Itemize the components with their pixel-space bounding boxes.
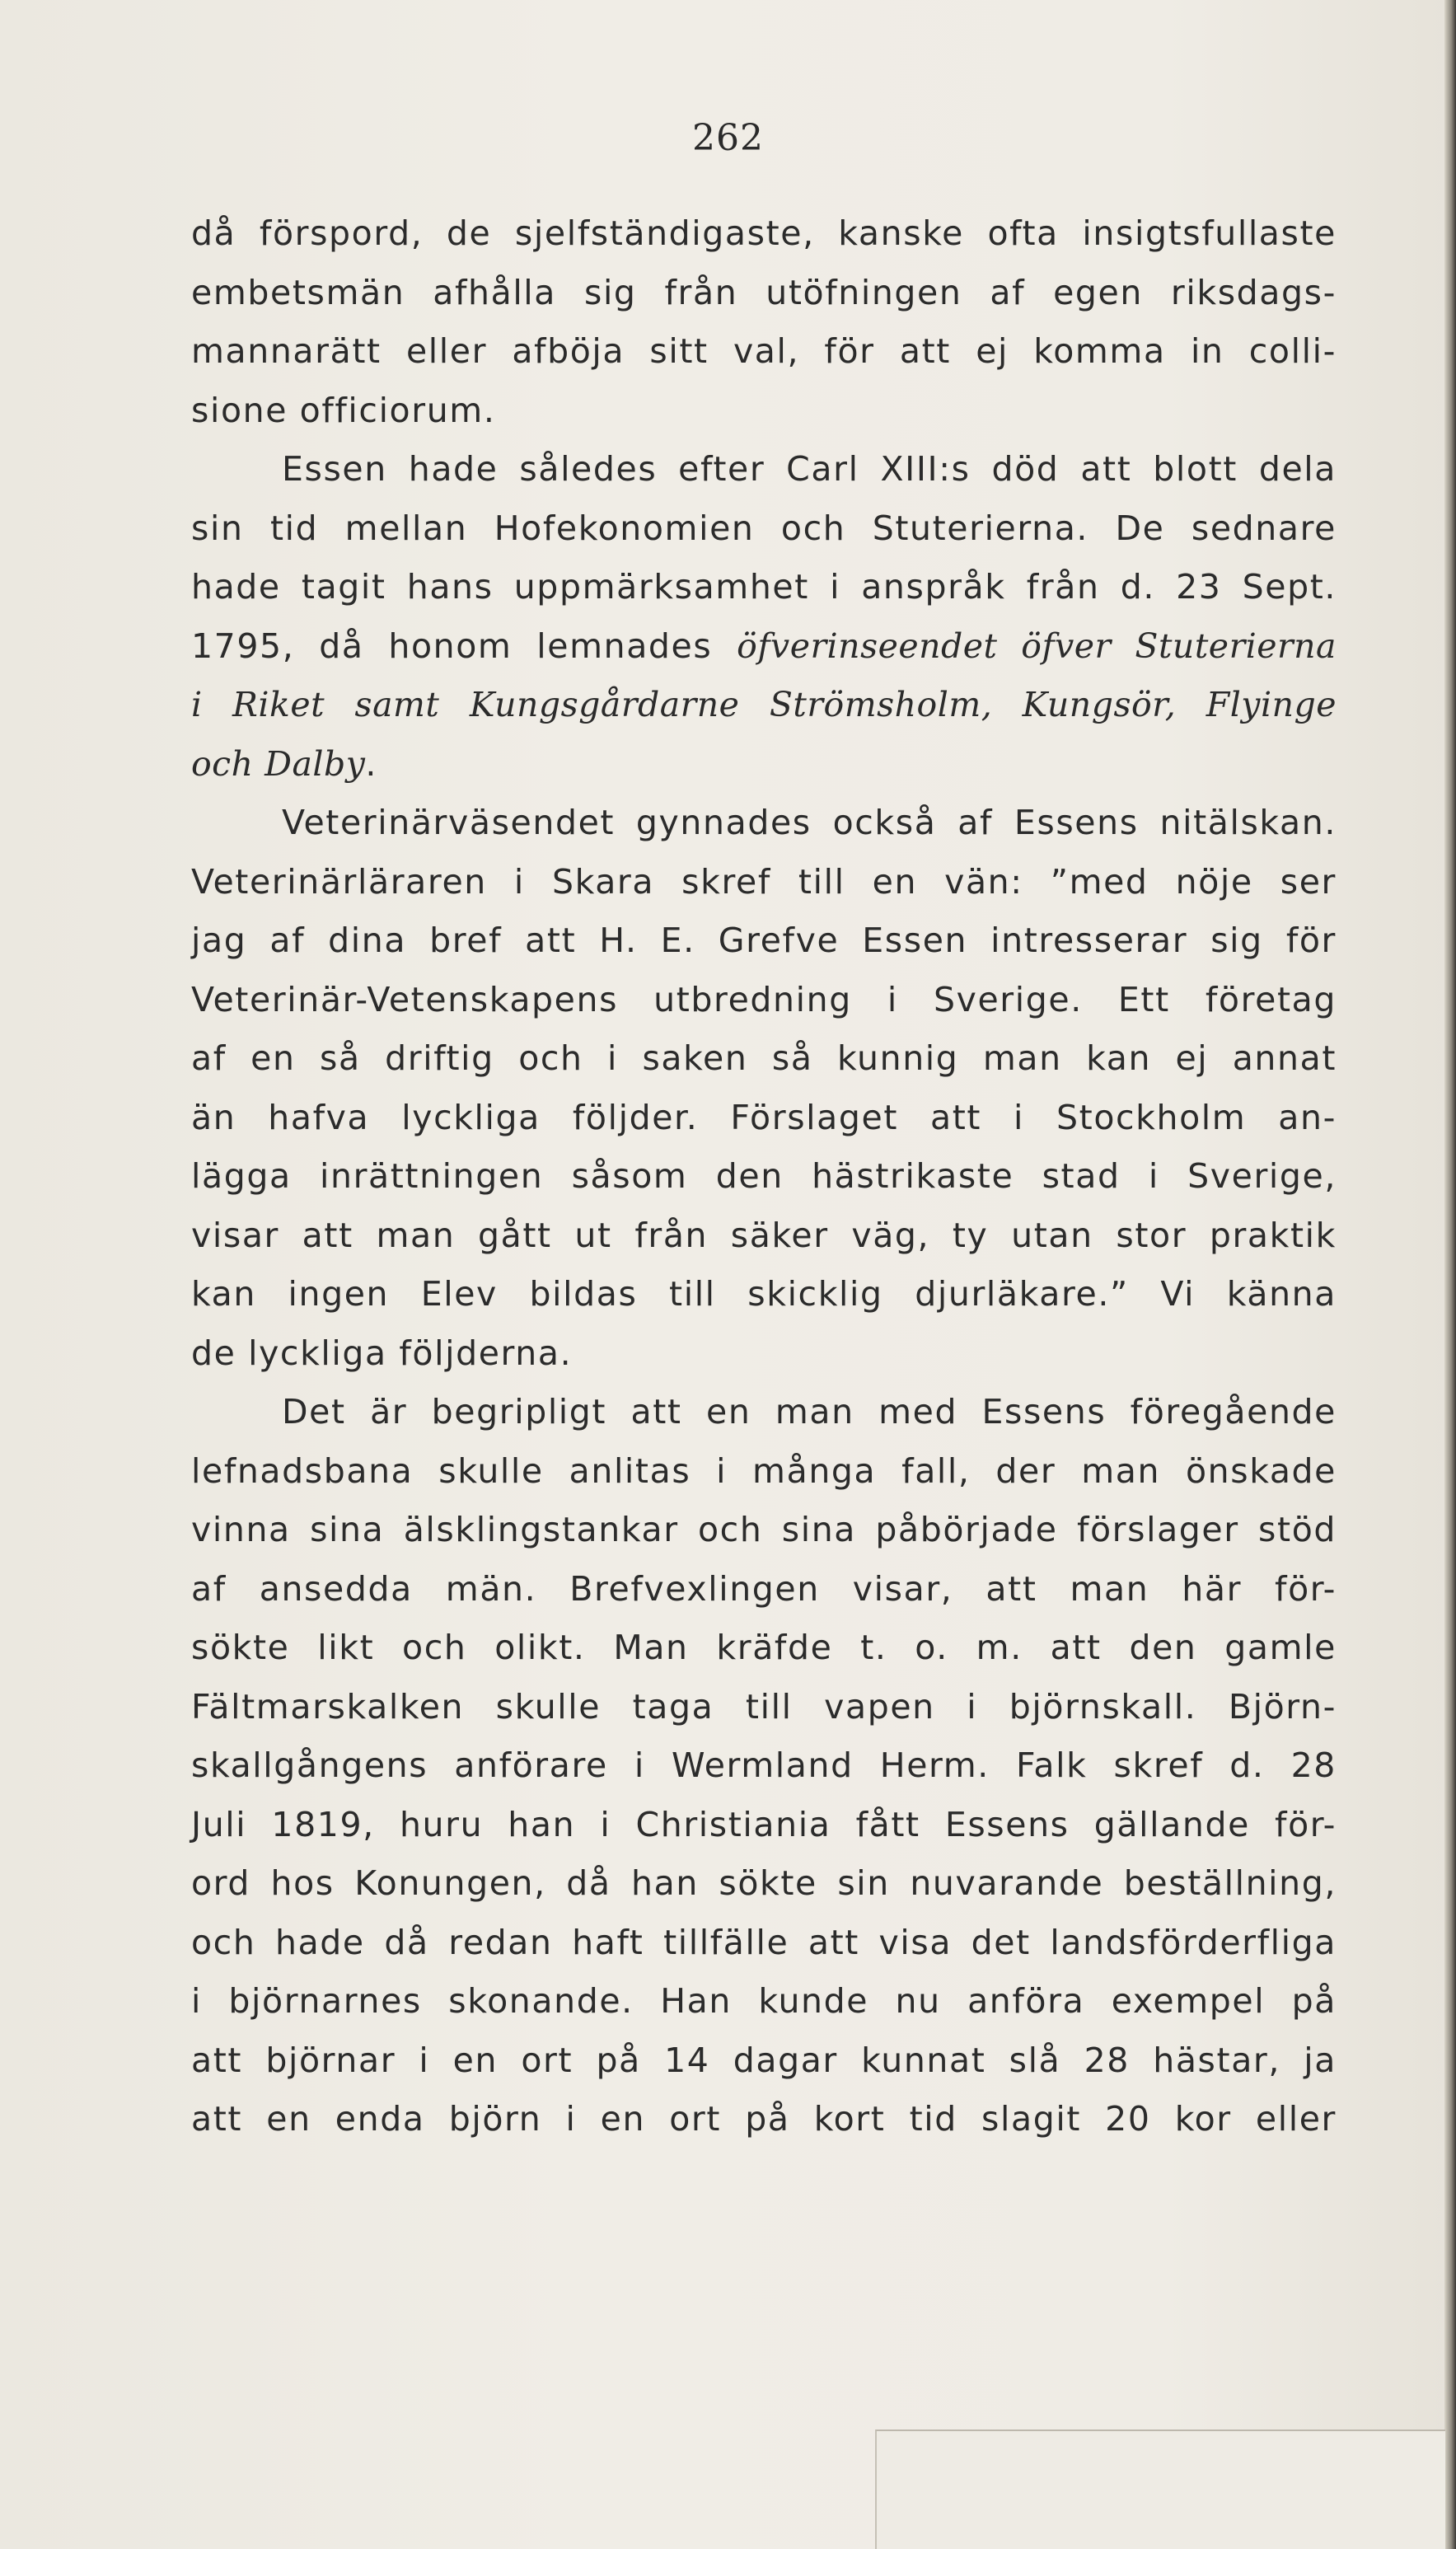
- text-line: sökte likt och olikt. Man kräfde t. o. m. att den gamle: [191, 1628, 1337, 1667]
- text-line: vinna sina älsklingstankar och sina påbörjade förslager stöd: [191, 1510, 1337, 1549]
- text-line: af en så driftig och i saken så kunnig man kan ej annat: [191, 1038, 1337, 1078]
- text-line: [191, 735, 1337, 794]
- paper-corner-mark: [875, 2430, 1445, 2549]
- text-line: [191, 617, 1337, 677]
- text-line: Essen hade således efter Carl XIII:s död att blott dela: [282, 449, 1337, 489]
- italic-segment: och Dalby: [191, 743, 366, 784]
- text-line: sin tid mellan Hofekonomien och Stuterierna. De sednare: [191, 508, 1337, 548]
- italic-segment: i Riket samt Kungsgårdarne Strömsholm, Kungsör, Flyinge: [191, 685, 1337, 724]
- text-line: att björnar i en ort på 14 dagar kunnat slå 28 hästar, ja: [191, 2040, 1337, 2080]
- text-line: kan ingen Elev bildas till skicklig djurläkare.” Vi känna: [191, 1274, 1337, 1314]
- text-line: hade tagit hans uppmärksamhet i anspråk från d. 23 Sept.: [191, 567, 1337, 607]
- text-line: Det är begripligt att en man med Essens föregående: [282, 1392, 1337, 1431]
- text-line: jag af dina bref att H. E. Grefve Essen intresserar sig för: [191, 921, 1337, 960]
- page-edge-shadow: [1444, 0, 1456, 2549]
- text-line: då förspord, de sjelfständigaste, kanske ofta insigtsfullaste: [191, 213, 1337, 253]
- italic-segment: öfverinseendet öfver Stuterierna: [737, 626, 1337, 666]
- text-line: än hafva lyckliga följder. Förslaget att i Stockholm an-: [191, 1097, 1337, 1137]
- text-line: Veterinär-Vetenskapens utbredning i Sverige. Ett företag: [191, 979, 1337, 1019]
- text-segment: .: [365, 743, 378, 784]
- body-text: [191, 204, 1337, 2149]
- text-segment: 1795, då honom lemnades: [191, 626, 737, 666]
- text-line: skallgångens anförare i Wermland Herm. Falk skref d. 28: [191, 1745, 1337, 1785]
- text-line: Veterinärväsendet gynnades också af Essens nitälskan.: [282, 803, 1337, 842]
- text-line: Juli 1819, huru han i Christiania fått Essens gällande för-: [191, 1804, 1337, 1844]
- text-line: visar att man gått ut från säker väg, ty utan stor praktik: [191, 1215, 1337, 1255]
- text-line: mannarätt eller afböja sitt val, för att ej komma in colli-: [191, 331, 1337, 371]
- page-number: 262: [692, 117, 764, 159]
- text-line: i björnarnes skonande. Han kunde nu anföra exempel på: [191, 1981, 1337, 2021]
- text-line: [191, 676, 1337, 735]
- text-line: Fältmarskalken skulle taga till vapen i björnskall. Björn-: [191, 1686, 1337, 1727]
- text-line: af ansedda män. Brefvexlingen visar, att man här för-: [191, 1568, 1337, 1609]
- text-line: att en enda björn i en ort på kort tid slagit 20 kor eller: [191, 2099, 1337, 2139]
- text-line: sione officiorum.: [191, 390, 496, 430]
- text-line: de lyckliga följderna.: [191, 1333, 573, 1373]
- text-line: embetsmän afhålla sig från utöfningen af egen riksdags-: [191, 272, 1337, 312]
- text-line: och hade då redan haft tillfälle att visa det landsförderfliga: [191, 1922, 1337, 1962]
- text-line: ord hos Konungen, då han sökte sin nuvarande beställning,: [191, 1863, 1337, 1903]
- text-line: lägga inrättningen såsom den hästrikaste stad i Sverige,: [191, 1156, 1337, 1196]
- text-line: Veterinärläraren i Skara skref till en vän: ”med nöje ser: [191, 861, 1337, 902]
- text-line: lefnadsbana skulle anlitas i många fall, der man önskade: [191, 1450, 1337, 1491]
